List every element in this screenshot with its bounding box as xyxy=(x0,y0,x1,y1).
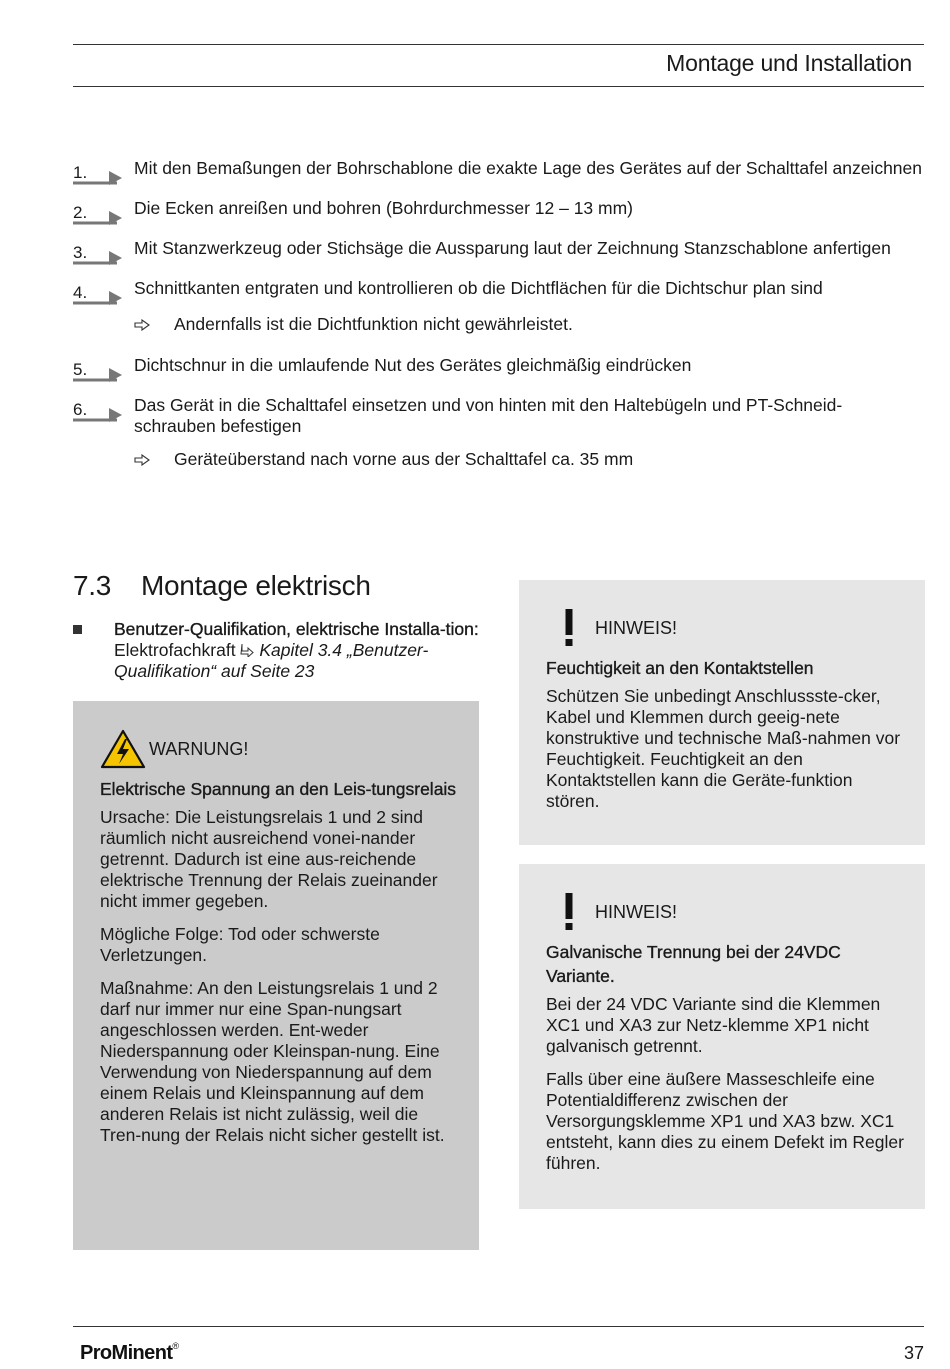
hint-title: Galvanische Trennung bei der 24VDC Variante. xyxy=(546,942,841,986)
step-text: Mit Stanzwerkzeug oder Stichsäge die Aussparung laut der Zeichnung Stanzschablone anfertigen xyxy=(134,238,891,258)
hint-paragraph: Falls über eine äußere Masseschleife eine Potentialdifferenz zwischen der Versorgungsklemme XP1 und XA3 bzw. XC1 entsteht, kann dies zu einem Defekt im Regler führen. xyxy=(546,1069,904,1173)
step-6-result xyxy=(134,449,923,470)
step-number: 6. xyxy=(73,400,88,419)
warning-signal xyxy=(100,729,459,769)
warning-paragraph: Maßnahme: An den Leistungsrelais 1 und 2 darf nur immer nur eine Span-nungsart angeschlossen werden. Ent-weder Niederspannung oder Kleinspan-nung. Eine Verwendung von Niederspannung auf dem einem Relais und Kleinspannung auf dem anderen Relais ist nicht zulässig, weil die Tren-nung der Relais nicht sicher gestellt ist. xyxy=(100,978,445,1145)
step-6 xyxy=(73,395,923,437)
step-number: 4. xyxy=(73,283,88,302)
bullet-square-icon xyxy=(73,625,82,634)
qualification-link[interactable]: Kapitel 3.4 „Benutzer-Qualifikation“ auf Seite 23 xyxy=(114,640,429,681)
step-arrow-icon xyxy=(73,281,123,305)
step-arrow-icon xyxy=(73,358,123,382)
step-arrow-icon xyxy=(73,201,123,225)
reference-arrow-icon xyxy=(240,643,254,657)
electric-hazard-icon xyxy=(100,729,148,769)
step-arrow-icon xyxy=(73,398,123,422)
step-4 xyxy=(73,278,923,302)
footer-rule xyxy=(73,1326,924,1327)
instruction-steps xyxy=(73,158,923,490)
hint-title: Feuchtigkeit an den Kontaktstellen xyxy=(546,658,814,678)
step-text: Dichtschnur in die umlaufende Nut des Gerätes gleichmäßig eindrücken xyxy=(134,355,692,375)
hint-paragraph: Bei der 24 VDC Variante sind die Klemmen XC1 und XA3 zur Netz-klemme XP1 nicht galvanisch getrennt. xyxy=(546,994,881,1056)
result-arrow-icon xyxy=(134,454,150,466)
hint-signal xyxy=(546,892,905,932)
step-2 xyxy=(73,198,923,222)
step-number: 5. xyxy=(73,360,88,379)
exclamation-icon xyxy=(546,892,594,932)
header-rule-top xyxy=(73,44,924,45)
step-5 xyxy=(73,355,923,379)
qualification-item xyxy=(73,619,483,682)
step-text: Schnittkanten entgraten und kontrollieren ob die Dichtflächen für die Dichtschur plan sind xyxy=(134,278,823,298)
step-arrow-icon xyxy=(73,241,123,265)
step-text: Mit den Bemaßungen der Bohrschablone die exakte Lage des Gerätes auf der Schalttafel anzeichnen xyxy=(134,158,923,178)
step-number: 3. xyxy=(73,243,88,262)
warning-signal-word: WARNUNG! xyxy=(149,738,249,759)
step-arrow-icon xyxy=(73,161,123,185)
section-number: 7.3 xyxy=(73,570,112,601)
warning-paragraph: Mögliche Folge: Tod oder schwerste Verletzungen. xyxy=(100,924,380,965)
result-text: Andernfalls ist die Dichtfunktion nicht gewährleistet. xyxy=(174,314,573,334)
page-header-title: Montage und Installation xyxy=(666,50,912,76)
qualification-label: Benutzer-Qualifikation, elektrische Installa-tion: xyxy=(114,619,479,639)
result-arrow-icon xyxy=(134,319,150,331)
step-3 xyxy=(73,238,923,262)
qualification-value: Elektrofachkraft xyxy=(114,640,236,660)
section-heading xyxy=(73,570,371,602)
brand-name: ProMinent xyxy=(80,1342,173,1364)
warning-paragraph: Ursache: Die Leistungsrelais 1 und 2 sind räumlich nicht ausreichend vonei-nander getrennt. Dadurch ist eine aus-reichende elektrische Trennung der Relais zueinander nicht immer gegeben. xyxy=(100,807,438,911)
page-number: 37 xyxy=(903,1343,924,1363)
warning-title: Elektrische Spannung an den Leis-tungsrelais xyxy=(100,779,457,799)
hint-paragraph: Schützen Sie unbedingt Anschlussste-cker, Kabel und Klemmen durch geeig-nete konstruktive und technische Maß-nahmen vor Feuchtigkeit. Feuchtigkeit an den Kontaktstellen kann die Geräte-funktion stören. xyxy=(546,686,901,811)
hint-box xyxy=(519,864,925,1209)
hint-signal-word: HINWEIS! xyxy=(595,901,678,922)
hint-signal xyxy=(546,608,905,648)
exclamation-icon xyxy=(546,608,594,648)
prominent-logo xyxy=(80,1341,178,1365)
section-title: Montage elektrisch xyxy=(141,570,371,601)
brand-mark: ® xyxy=(172,1341,179,1351)
hint-signal-word: HINWEIS! xyxy=(595,617,678,638)
result-text: Geräteüberstand nach vorne aus der Schalttafel ca. 35 mm xyxy=(174,449,634,469)
step-4-result xyxy=(134,314,923,335)
step-number: 1. xyxy=(73,163,88,182)
warning-box xyxy=(73,701,479,1250)
header-rule-bottom xyxy=(73,86,924,87)
step-text: Das Gerät in die Schalttafel einsetzen und von hinten mit den Haltebügeln und PT-Schneid-schrauben befestigen xyxy=(134,395,843,436)
step-number: 2. xyxy=(73,203,88,222)
step-text: Die Ecken anreißen und bohren (Bohrdurchmesser 12 – 13 mm) xyxy=(134,198,633,218)
step-1 xyxy=(73,158,923,182)
hint-box xyxy=(519,580,925,845)
